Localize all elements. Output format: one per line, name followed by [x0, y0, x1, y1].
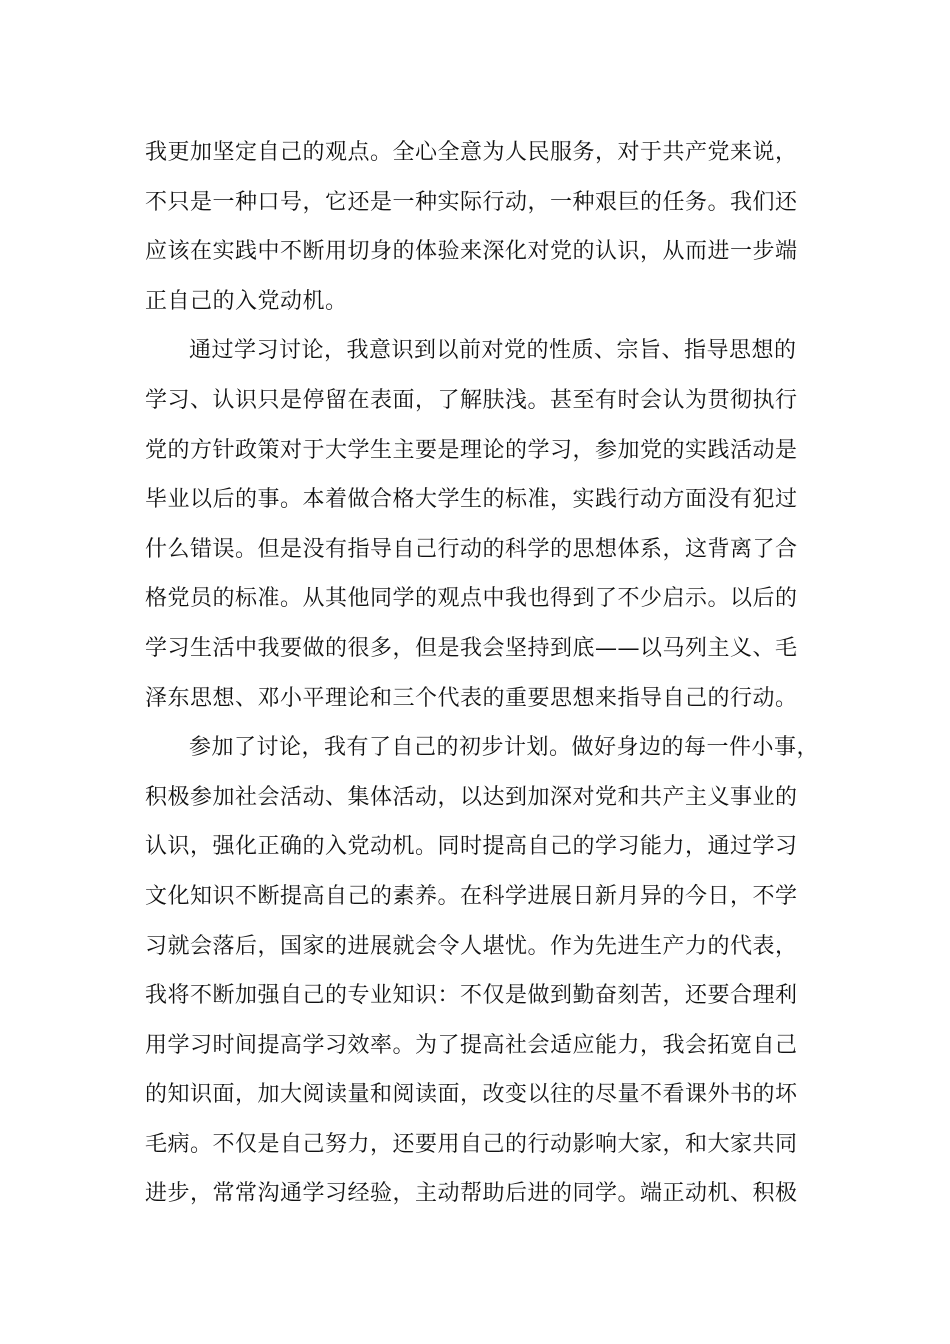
text-line: 认识，强化正确的入党动机。同时提高自己的学习能力，通过学习 — [145, 834, 798, 860]
text-line: 学习生活中我要做的很多，但是我会坚持到底——以马列主义、毛 — [145, 635, 798, 661]
text-line: 进步，常常沟通学习经验，主动帮助后进的同学。端正动机、积极 — [145, 1181, 798, 1207]
paragraph-first-line: 通过学习讨论，我意识到以前对党的性质、宗旨、指导思想的 — [189, 338, 797, 364]
text-line: 习就会落后，国家的进展就会令人堪忧。作为先进生产力的代表， — [145, 933, 798, 959]
text-line: 文化知识不断提高自己的素养。在科学进展日新月异的今日，不学 — [145, 883, 798, 909]
text-line: 我更加坚定自己的观点。全心全意为人民服务，对于共产党来说， — [145, 140, 798, 165]
text-line: 的知识面，加大阅读量和阅读面，改变以往的尽量不看课外书的坏 — [145, 1082, 798, 1108]
body-text — [145, 128, 820, 1219]
text-line: 用学习时间提高学习效率。为了提高社会适应能力，我会拓宽自己 — [145, 1032, 798, 1058]
text-line: 积极参加社会活动、集体活动，以达到加深对党和共产主义事业的 — [145, 784, 798, 810]
text-line: 什么错误。但是没有指导自己行动的科学的思想体系，这背离了合 — [145, 536, 798, 562]
text-line: 正自己的入党动机。 — [145, 288, 348, 314]
text-line: 毛病。不仅是自己努力，还要用自己的行动影响大家，和大家共同 — [145, 1131, 798, 1157]
text-line: 学习、认识只是停留在表面，了解肤浅。甚至有时会认为贯彻执行 — [145, 387, 798, 413]
text-line: 毕业以后的事。本着做合格大学生的标准，实践行动方面没有犯过 — [145, 487, 798, 513]
text-line: 泽东思想、邓小平理论和三个代表的重要思想来指导自己的行动。 — [145, 685, 798, 711]
text-line: 我将不断加强自己的专业知识：不仅是做到勤奋刻苦，还要合理利 — [145, 983, 798, 1009]
text-line: 党的方针政策对于大学生主要是理论的学习，参加党的实践活动是 — [145, 437, 798, 463]
paragraph-first-line: 参加了讨论，我有了自己的初步计划。做好身边的每一件小事， — [189, 735, 820, 761]
text-line: 应该在实践中不断用切身的体验来深化对党的认识，从而进一步端 — [145, 239, 798, 265]
text-line: 不只是一种口号，它还是一种实际行动，一种艰巨的任务。我们还 — [145, 189, 798, 215]
text-line: 格党员的标准。从其他同学的观点中我也得到了不少启示。以后的 — [145, 586, 798, 612]
